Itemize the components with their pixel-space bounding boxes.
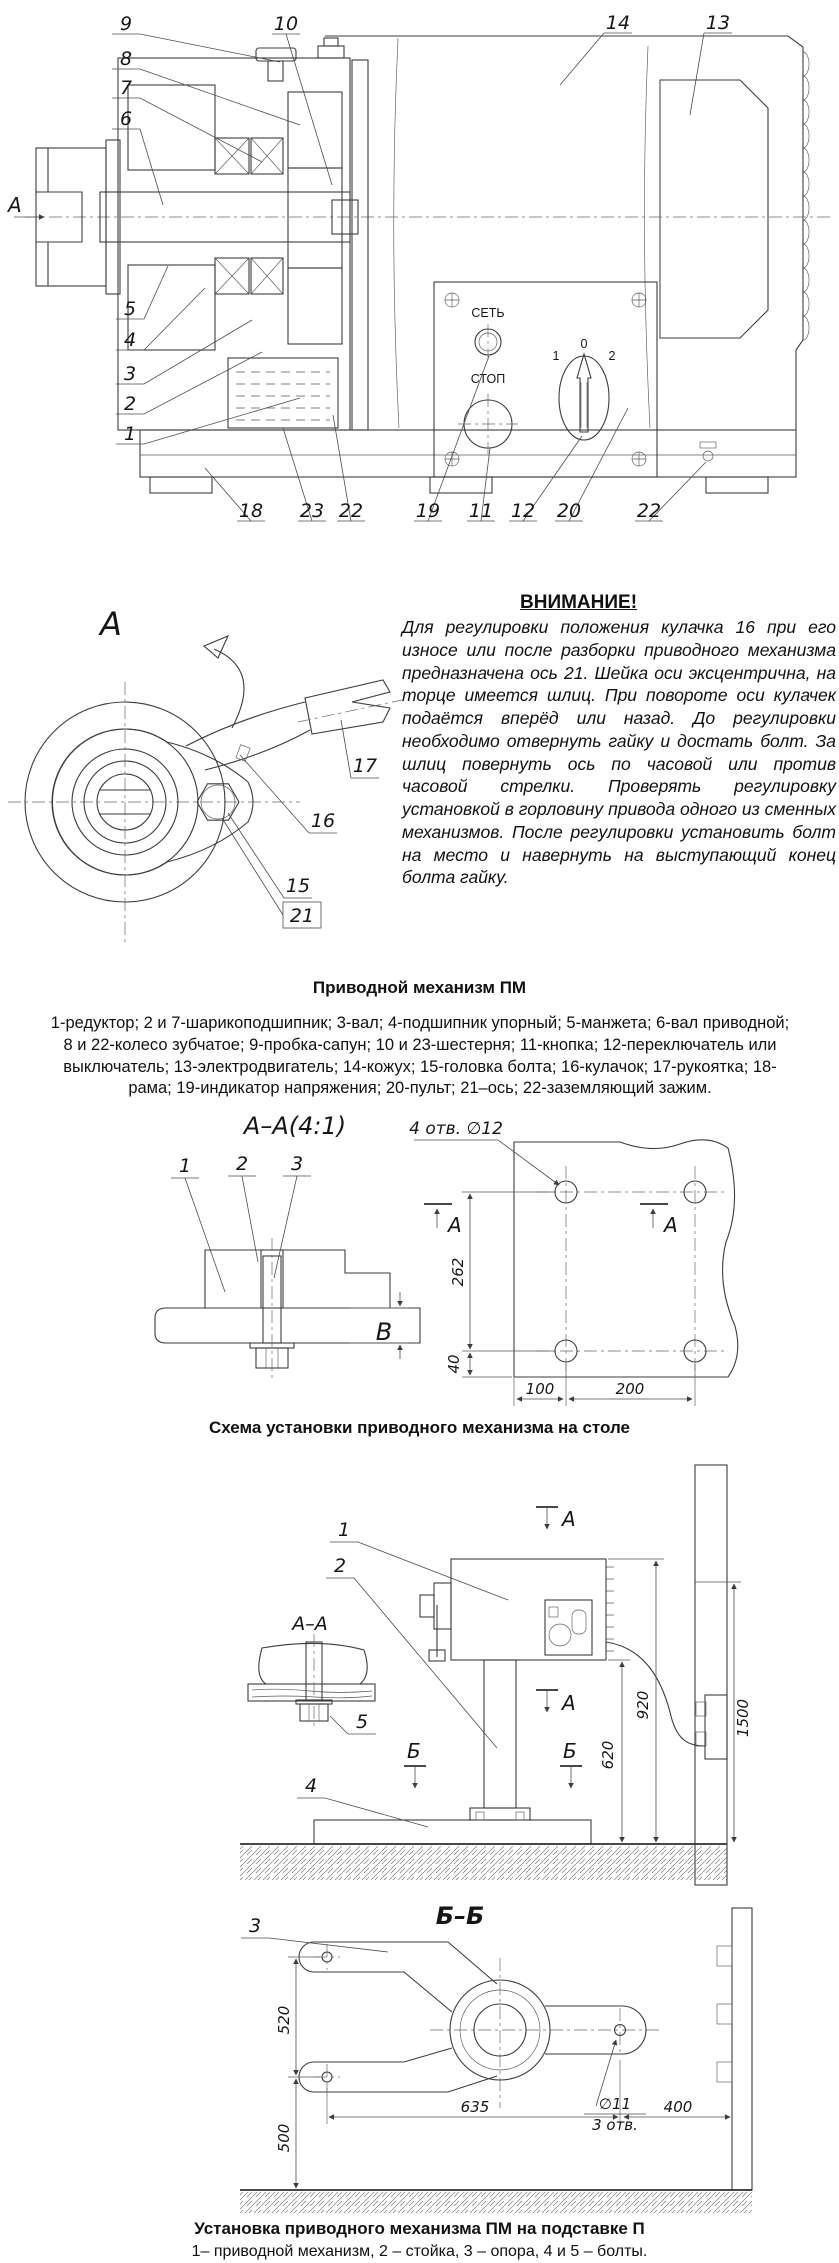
detail-a-cam-drawing bbox=[0, 550, 420, 960]
attention-body: Для регулировки положения кулачка 16 при его износе или после разборки приводного механизма предназначена ось 21. Шейка оси эксцентрична, на торце имеется шлиц. При повороте оси кулачек подаётся вперёд или назад. До регулировки необходимо отвернуть гайку и достать болт. За шлиц повернуть ось по часовой или против часовой стрелки. Проверять регулировку установкой в горловину привода одного из сменных механизмов. После регулировки установить болт на место и навернуть на выступающий конец болта гайку. bbox=[402, 617, 836, 888]
footer-captions bbox=[0, 2219, 839, 2261]
callout-17: 17 bbox=[352, 755, 378, 777]
view-a-letter-left: А bbox=[448, 1213, 462, 1237]
section-bb-title: Б–Б bbox=[435, 1902, 485, 1930]
callout-11: 11 bbox=[468, 500, 494, 522]
scheme-caption: Схема установки приводного механизма на столе bbox=[209, 1418, 630, 1437]
switch-pos-2: 2 bbox=[608, 349, 616, 363]
control-panel bbox=[434, 282, 657, 477]
detail-a-title: А bbox=[100, 605, 122, 643]
callout-3: 3 bbox=[248, 1915, 262, 1937]
stop-label: СТОП bbox=[470, 372, 506, 386]
ground-hatch bbox=[240, 2192, 752, 2213]
callout-2: 2 bbox=[123, 393, 137, 415]
breather-plug bbox=[256, 48, 296, 81]
section-aa-callouts bbox=[171, 1153, 311, 1292]
holes-dia-note: ∅11 bbox=[598, 2095, 632, 2113]
callout-3: 3 bbox=[290, 1153, 304, 1175]
stand-installation-drawing bbox=[0, 1450, 839, 1900]
callout-1: 1 bbox=[123, 423, 137, 445]
section-aa-title: А–А(4:1) bbox=[243, 1112, 347, 1140]
stand-callouts bbox=[297, 1519, 508, 1827]
power-lamp bbox=[475, 324, 501, 360]
dim-1500: 1500 bbox=[734, 1698, 752, 1738]
callout-10: 10 bbox=[273, 13, 299, 35]
callout-2: 2 bbox=[333, 1555, 347, 1577]
footer-caption: Установка приводного механизма ПМ на подставке П bbox=[194, 2219, 645, 2238]
callout-9: 9 bbox=[119, 13, 133, 35]
holes-note: 4 отв. ∅12 bbox=[409, 1119, 503, 1139]
view-b-left: Б bbox=[407, 1739, 421, 1763]
power-lamp-label: СЕТЬ bbox=[471, 306, 505, 320]
callout-5: 5 bbox=[123, 298, 137, 320]
mounting-plate bbox=[409, 1119, 738, 1406]
dim-635: 635 bbox=[460, 2098, 490, 2116]
wall bbox=[717, 1908, 752, 2190]
view-marks bbox=[404, 1507, 582, 1788]
support-yoke bbox=[299, 1942, 660, 2108]
dim-262: 262 bbox=[449, 1257, 467, 1287]
pm-parts-list: 1-редуктор; 2 и 7-шарикоподшипник; 3-вал; 4-подшипник упорный; 5-манжета; 6-вал приводной; 8 и 22-колесо зубчатое; 9-пробка-сапун; 10 и 23-шестерня; 11-кнопка; 12-переключатель или выключатель; 13-электродвигатель; 14-кожух; 15-головка болта; 16-кулачок; 17-рукоятка; 18-рама; 19-индикатор напряжения; 20-пульт; 21–ось; 22-заземляющий зажим. bbox=[50, 1014, 790, 1098]
dim-200: 200 bbox=[615, 1380, 645, 1398]
wall bbox=[695, 1465, 727, 1885]
oil-sump bbox=[228, 358, 338, 428]
main-drive-mechanism-drawing bbox=[0, 0, 839, 545]
callout-5: 5 bbox=[355, 1711, 369, 1733]
ground-hatch bbox=[240, 1846, 727, 1880]
callout-4: 4 bbox=[304, 1775, 318, 1797]
callout-7: 7 bbox=[119, 77, 133, 99]
callout-20: 20 bbox=[556, 500, 582, 522]
clamp-assembly bbox=[155, 1238, 420, 1382]
stand-dims bbox=[599, 1559, 752, 1842]
bb-dims bbox=[275, 1957, 730, 2188]
view-a-top: А bbox=[562, 1507, 576, 1531]
callout-19: 19 bbox=[415, 500, 441, 522]
callout-22a: 22 bbox=[338, 500, 364, 522]
callout-6: 6 bbox=[119, 108, 133, 130]
dim-500: 500 bbox=[275, 2123, 293, 2153]
dim-40: 40 bbox=[445, 1354, 463, 1374]
view-a-letter: А bbox=[8, 193, 22, 217]
callout-16: 16 bbox=[310, 810, 336, 832]
gearbox-section bbox=[36, 38, 368, 430]
stop-button bbox=[458, 394, 518, 454]
holes-count-note: 3 отв. bbox=[592, 2116, 638, 2134]
dim-100: 100 bbox=[525, 1380, 555, 1398]
switch-pos-1: 1 bbox=[552, 349, 560, 363]
callout-8: 8 bbox=[119, 48, 133, 70]
callout-1: 1 bbox=[178, 1155, 192, 1177]
ground-clamp bbox=[700, 442, 716, 461]
footer-parts: 1– приводной механизм, 2 – стойка, 3 – опора, 4 и 5 – болты. bbox=[191, 2243, 648, 2260]
dim-620: 620 bbox=[599, 1740, 617, 1770]
callout-15: 15 bbox=[285, 875, 311, 897]
callout-4: 4 bbox=[123, 329, 137, 351]
dim-920: 920 bbox=[634, 1690, 652, 1720]
power-cable bbox=[606, 1642, 705, 1746]
cam-body bbox=[8, 682, 300, 942]
callout-13: 13 bbox=[705, 12, 731, 34]
view-a-bottom: А bbox=[562, 1691, 576, 1715]
dim-520: 520 bbox=[275, 2005, 293, 2035]
depth-dim-letter: В bbox=[375, 1318, 393, 1346]
switch-pos-0: 0 bbox=[580, 337, 588, 351]
fig1-callouts bbox=[6, 12, 732, 522]
callout-23: 23 bbox=[299, 500, 325, 522]
callout-18: 18 bbox=[238, 500, 264, 522]
callout-2: 2 bbox=[235, 1153, 249, 1175]
callout-21: 21 bbox=[289, 905, 315, 927]
section-bb-drawing bbox=[0, 1900, 839, 2215]
callout-1: 1 bbox=[337, 1519, 351, 1541]
ball-bearings bbox=[215, 138, 283, 294]
pm-caption: Приводной механизм ПМ bbox=[312, 978, 527, 997]
callout-22b: 22 bbox=[636, 500, 662, 522]
callout-12: 12 bbox=[510, 500, 536, 522]
section-aa-drawing bbox=[0, 1110, 839, 1410]
view-b-right: Б bbox=[563, 1739, 577, 1763]
callout-3: 3 bbox=[123, 363, 137, 385]
view-a-letter-right: А bbox=[664, 1213, 678, 1237]
inset-title: А–А bbox=[292, 1613, 328, 1635]
dim-400: 400 bbox=[663, 2098, 693, 2116]
view-a-marks bbox=[424, 1204, 678, 1237]
rotation-arrow-icon bbox=[204, 636, 244, 728]
attention-heading: ВНИМАНИЕ! bbox=[520, 592, 638, 613]
mode-switch bbox=[553, 337, 616, 440]
bb-callouts bbox=[241, 1915, 388, 1952]
callout-14: 14 bbox=[605, 12, 631, 34]
attention-note bbox=[402, 592, 836, 889]
